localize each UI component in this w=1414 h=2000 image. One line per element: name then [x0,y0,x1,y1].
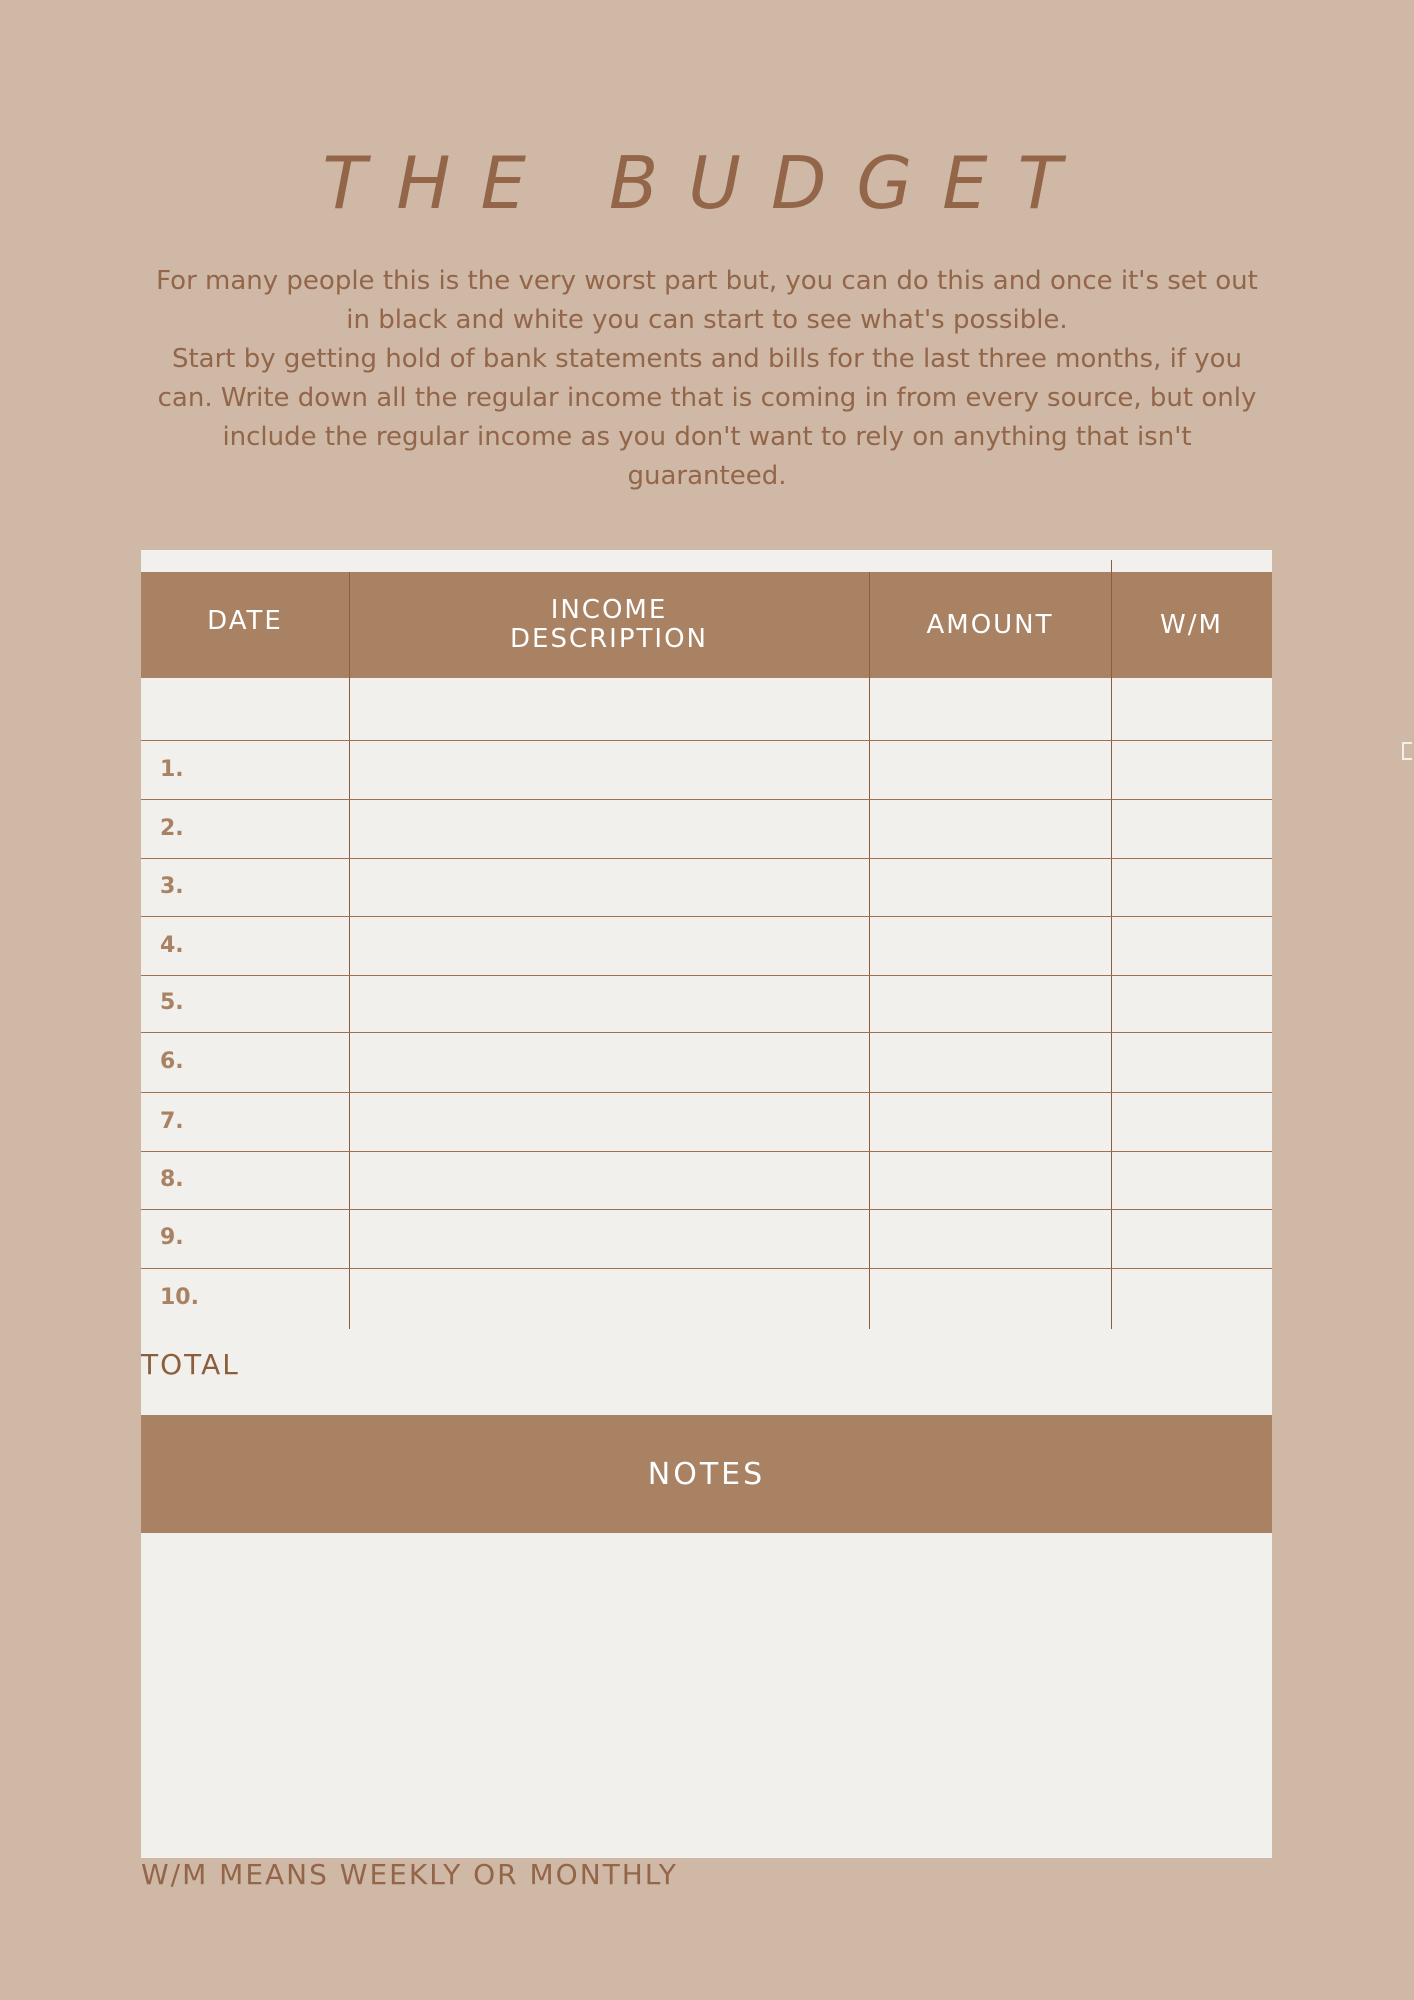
row-divider [141,1268,1272,1269]
header-date: DATE [207,605,283,636]
income-table-header [141,572,1272,678]
row-divider [141,916,1272,917]
row-number-5: 5. [160,990,184,1015]
footnote: W/M MEANS WEEKLY OR MONTHLY [141,1858,678,1891]
row-divider [141,799,1272,800]
row-number-3: 3. [160,874,184,899]
column-divider-date [349,572,350,1329]
row-divider [141,1092,1272,1093]
page-title: THE BUDGET [322,141,1092,225]
row-divider [141,1032,1272,1033]
row-number-9: 9. [160,1225,184,1250]
header-income-description [349,572,869,678]
row-divider [141,740,1272,741]
column-divider-amount [1111,560,1112,1329]
row-divider [141,975,1272,976]
column-divider-description [869,572,870,1329]
row-number-10: 10. [160,1285,199,1310]
row-number-7: 7. [160,1109,184,1134]
intro-paragraph-2: Start by getting hold of bank statements and bills for the last three months, if you can. Write down all the regular income that is coming in from every source, but only include the regular income as you don't want to rely on anything that isn't guaranteed. [157,344,1257,491]
row-divider [141,1209,1272,1210]
row-number-4: 4. [160,933,184,958]
header-amount: AMOUNT [926,609,1054,640]
row-number-2: 2. [160,816,184,841]
intro-paragraph-1: For many people this is the very worst part but, you can do this and once it's set out in black and white you can start to see what's possible. [156,266,1258,335]
row-number-6: 6. [160,1049,184,1074]
intro-text [150,262,1264,496]
row-divider [141,858,1272,859]
header-income-line2: DESCRIPTION [510,624,708,654]
total-label: TOTAL [141,1348,240,1381]
header-income-line1: INCOME [550,595,668,625]
header-wm: W/M [1160,609,1223,640]
edge-mark [1402,742,1412,760]
row-number-1: 1. [160,757,184,782]
row-number-8: 8. [160,1167,184,1192]
notes-area[interactable] [141,1533,1272,1858]
row-divider [141,1151,1272,1152]
notes-header: NOTES [141,1415,1272,1533]
